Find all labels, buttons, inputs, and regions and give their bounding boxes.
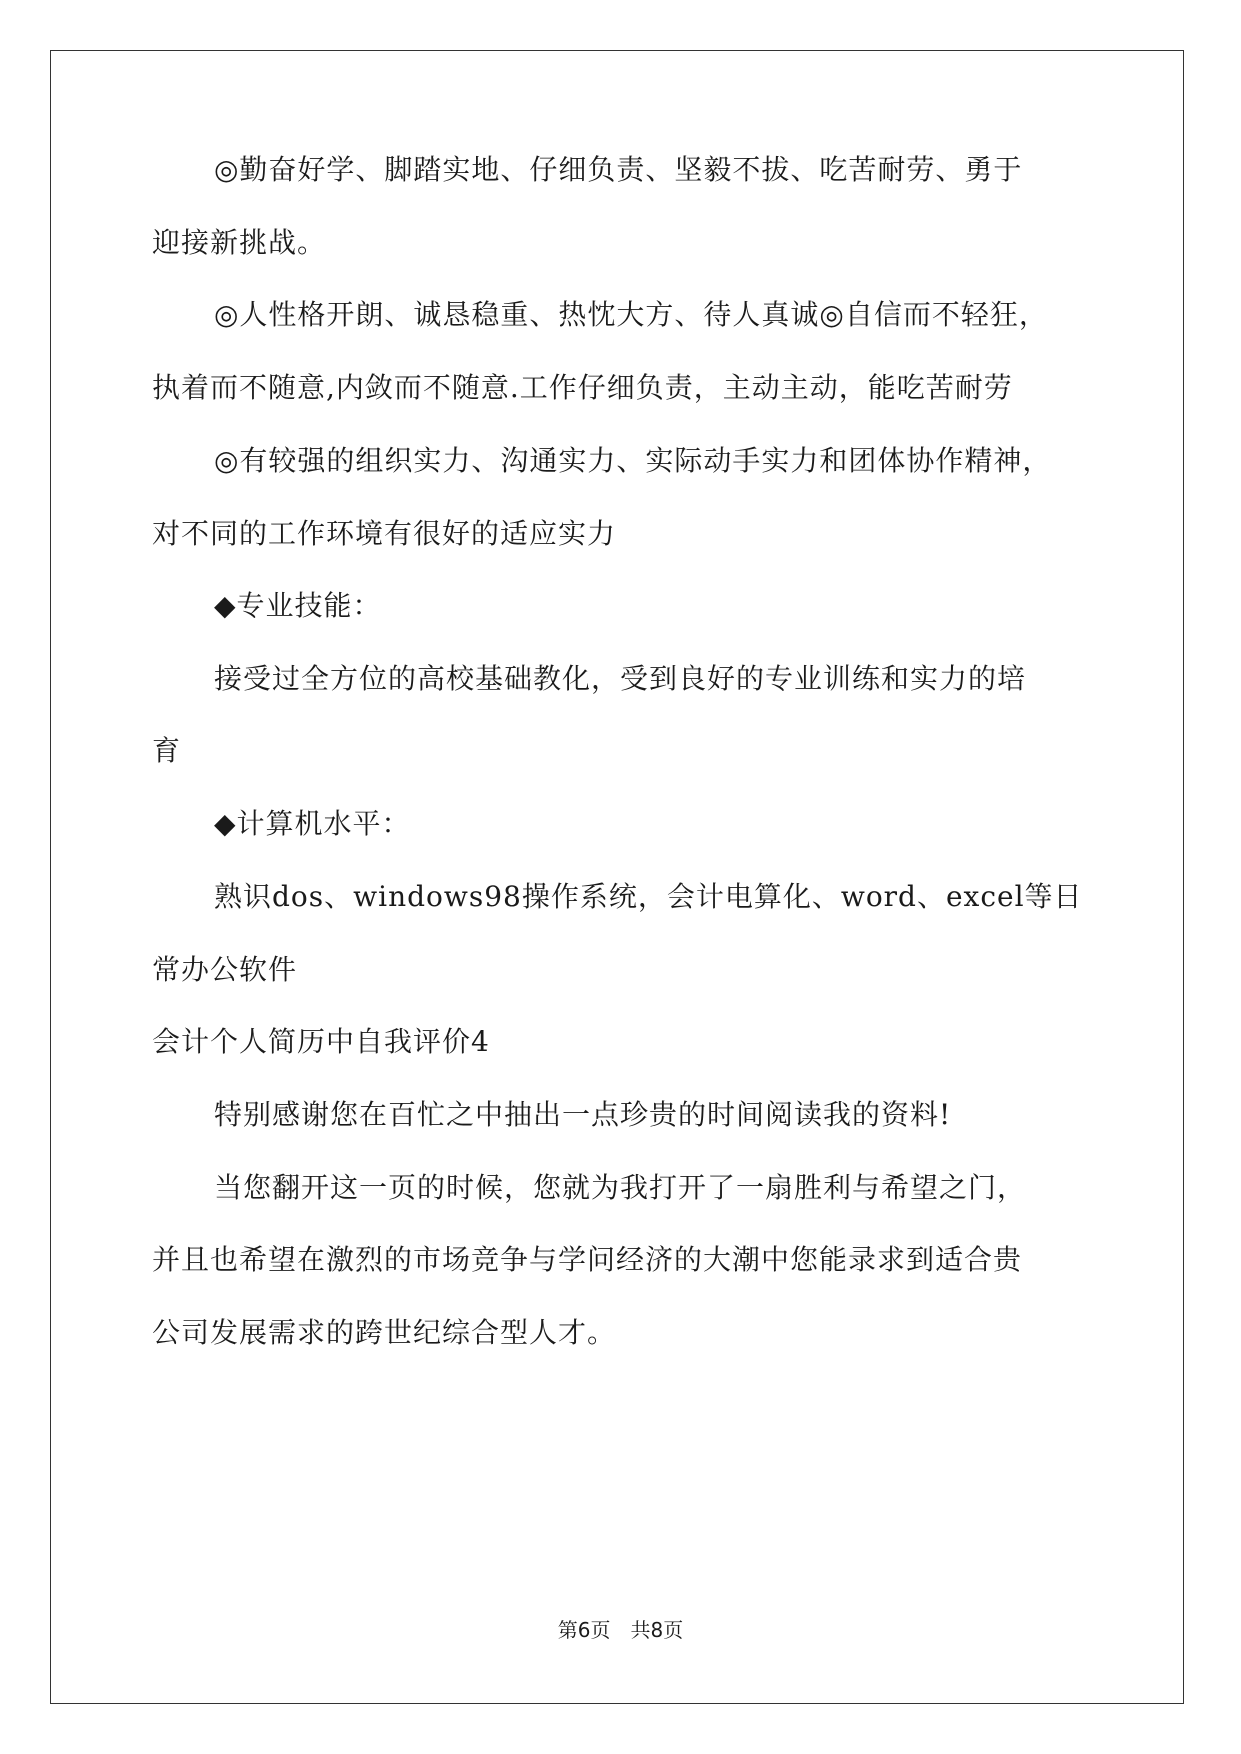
body-line: 执着而不随意,内敛而不随意.工作仔细负责，主动主动，能吃苦耐劳	[152, 371, 1013, 404]
page-footer	[0, 1618, 1241, 1642]
body-line: 对不同的工作环境有很好的适应实力	[152, 517, 617, 550]
body-line: 迎接新挑战。	[152, 226, 327, 259]
body-line: 育	[152, 734, 182, 767]
body-line: ◎勤奋好学、脚踏实地、仔细负责、坚毅不拔、吃苦耐劳、勇于	[214, 153, 1023, 186]
body-line: 常办公软件	[152, 953, 298, 986]
body-line: 公司发展需求的跨世纪综合型人才。	[152, 1316, 617, 1349]
body-line: 熟识dos、windows98操作系统，会计电算化、word、excel等日	[214, 880, 1083, 913]
body-line: ◎人性格开朗、诚恳稳重、热忱大方、待人真诚◎自信而不轻狂，	[214, 298, 1048, 331]
body-line: 接受过全方位的高校基础教化，受到良好的专业训练和实力的培	[214, 662, 1027, 695]
footer-prefix: 第	[557, 1618, 578, 1642]
body-line: ◎有较强的组织实力、沟通实力、实际动手实力和团体协作精神，	[214, 444, 1052, 477]
body-line: 并且也希望在激烈的市场竞争与学问经济的大潮中您能录求到适合贵	[152, 1243, 1023, 1276]
footer-suffix: 页	[663, 1618, 684, 1642]
article-title: 会计个人简历中自我评价4	[152, 1025, 490, 1058]
section-heading: ◆计算机水平：	[214, 807, 411, 840]
footer-total-pages: 8	[650, 1618, 664, 1642]
body-line: 特别感谢您在百忙之中抽出一点珍贵的时间阅读我的资料!	[214, 1098, 952, 1131]
body-line: 当您翻开这一页的时候，您就为我打开了一扇胜利与希望之门，	[214, 1171, 1027, 1204]
footer-mid: 页 共	[590, 1618, 651, 1642]
section-heading: ◆专业技能：	[214, 589, 382, 622]
footer-page-number: 6	[577, 1618, 591, 1642]
